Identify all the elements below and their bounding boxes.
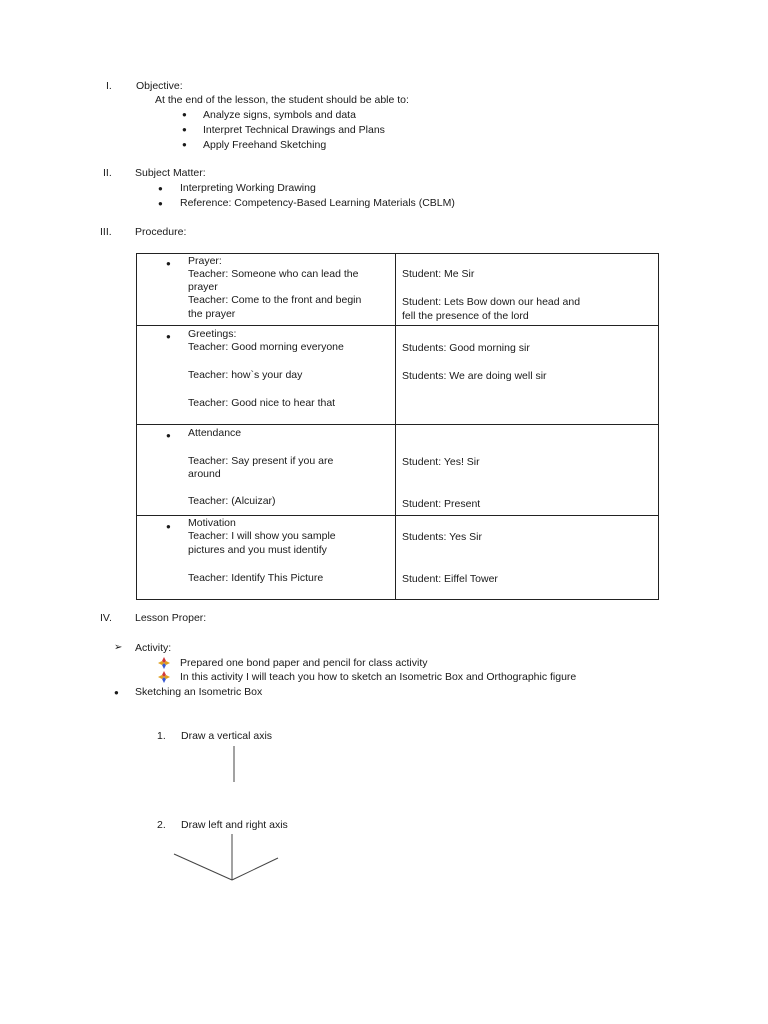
step-text: Draw a vertical axis [181, 730, 273, 742]
teacher-line: Teacher: Someone who can lead the [188, 268, 359, 280]
section-numeral-objective: I. [106, 80, 112, 92]
table-row [137, 254, 659, 326]
bullet-icon: ● [166, 259, 171, 268]
teacher-line: pictures and you must identify [188, 544, 327, 556]
bullet-icon: ● [166, 522, 171, 531]
objective-item: Apply Freehand Sketching [203, 139, 327, 151]
teacher-cell [137, 326, 396, 425]
row-heading: Motivation [188, 517, 236, 529]
diamond-bullet-icon [158, 657, 170, 669]
student-line: Student: Lets Bow down our head and [402, 296, 581, 308]
activity-item: In this activity I will teach you how to sketch an Isometric Box and Orthographic figure [180, 671, 577, 683]
student-cell [396, 516, 659, 600]
teacher-line: Teacher: Say present if you are [188, 455, 334, 467]
bullet-icon: ● [158, 199, 163, 208]
row-heading: Greetings: [188, 328, 237, 340]
activity-item: Prepared one bond paper and pencil for class activity [180, 657, 428, 669]
teacher-cell [137, 516, 396, 600]
teacher-line: Teacher: Identify This Picture [188, 572, 324, 584]
section-numeral-lesson: IV. [100, 612, 112, 624]
student-line: Student: Present [402, 498, 481, 510]
diamond-bullet-icon [158, 671, 170, 683]
vertical-axis-figure [226, 744, 240, 784]
objective-item: Interpret Technical Drawings and Plans [203, 124, 385, 136]
section-numeral-procedure: III. [100, 226, 112, 238]
bullet-icon: ● [114, 688, 119, 697]
section-title-lesson: Lesson Proper: [135, 612, 207, 624]
student-line: Student: Yes! Sir [402, 456, 480, 468]
student-line: Students: Yes Sir [402, 531, 482, 543]
teacher-cell [137, 425, 396, 516]
teacher-line: Teacher: Come to the front and begin [188, 294, 362, 306]
section-title-subject: Subject Matter: [135, 167, 206, 179]
bullet-icon: ● [182, 140, 187, 149]
sketch-title: Sketching an Isometric Box [135, 686, 263, 698]
row-heading: Attendance [188, 427, 242, 439]
procedure-table [136, 253, 659, 600]
section-title-procedure: Procedure: [135, 226, 187, 238]
section-numeral-subject: II. [103, 167, 112, 179]
bullet-icon: ● [166, 332, 171, 341]
teacher-line: Teacher: Good nice to hear that [188, 397, 336, 409]
student-line: Student: Me Sir [402, 268, 475, 280]
arrow-bullet-icon: ➢ [114, 642, 123, 653]
student-line: Student: Eiffel Tower [402, 573, 498, 585]
activity-title: Activity: [135, 642, 172, 654]
teacher-cell [137, 254, 396, 326]
student-cell [396, 254, 659, 326]
table-row [137, 326, 659, 425]
objective-item: Analyze signs, symbols and data [203, 109, 356, 121]
objective-intro: At the end of the lesson, the student should be able to: [155, 94, 409, 106]
student-cell [396, 425, 659, 516]
teacher-line: Teacher: (Alcuizar) [188, 495, 276, 507]
bullet-icon: ● [158, 184, 163, 193]
table-row [137, 425, 659, 516]
isometric-axis-figure [168, 832, 288, 884]
subject-item: Reference: Competency-Based Learning Materials (CBLM) [180, 197, 455, 209]
student-line: Students: Good morning sir [402, 342, 530, 354]
step-number: 1. [157, 730, 166, 742]
teacher-line: around [188, 468, 221, 480]
subject-item: Interpreting Working Drawing [180, 182, 316, 194]
teacher-line: Teacher: how`s your day [188, 369, 303, 381]
section-title-objective: Objective: [136, 80, 183, 92]
row-heading: Prayer: [188, 255, 222, 267]
student-line: Students: We are doing well sir [402, 370, 547, 382]
bullet-icon: ● [166, 431, 171, 440]
step-number: 2. [157, 819, 166, 831]
teacher-line: Teacher: I will show you sample [188, 530, 336, 542]
table-row [137, 516, 659, 600]
student-line: fell the presence of the lord [402, 310, 529, 322]
bullet-icon: ● [182, 110, 187, 119]
student-cell [396, 326, 659, 425]
teacher-line: Teacher: Good morning everyone [188, 341, 344, 353]
teacher-line: prayer [188, 281, 218, 293]
bullet-icon: ● [182, 125, 187, 134]
step-text: Draw left and right axis [181, 819, 288, 831]
teacher-line: the prayer [188, 308, 236, 320]
